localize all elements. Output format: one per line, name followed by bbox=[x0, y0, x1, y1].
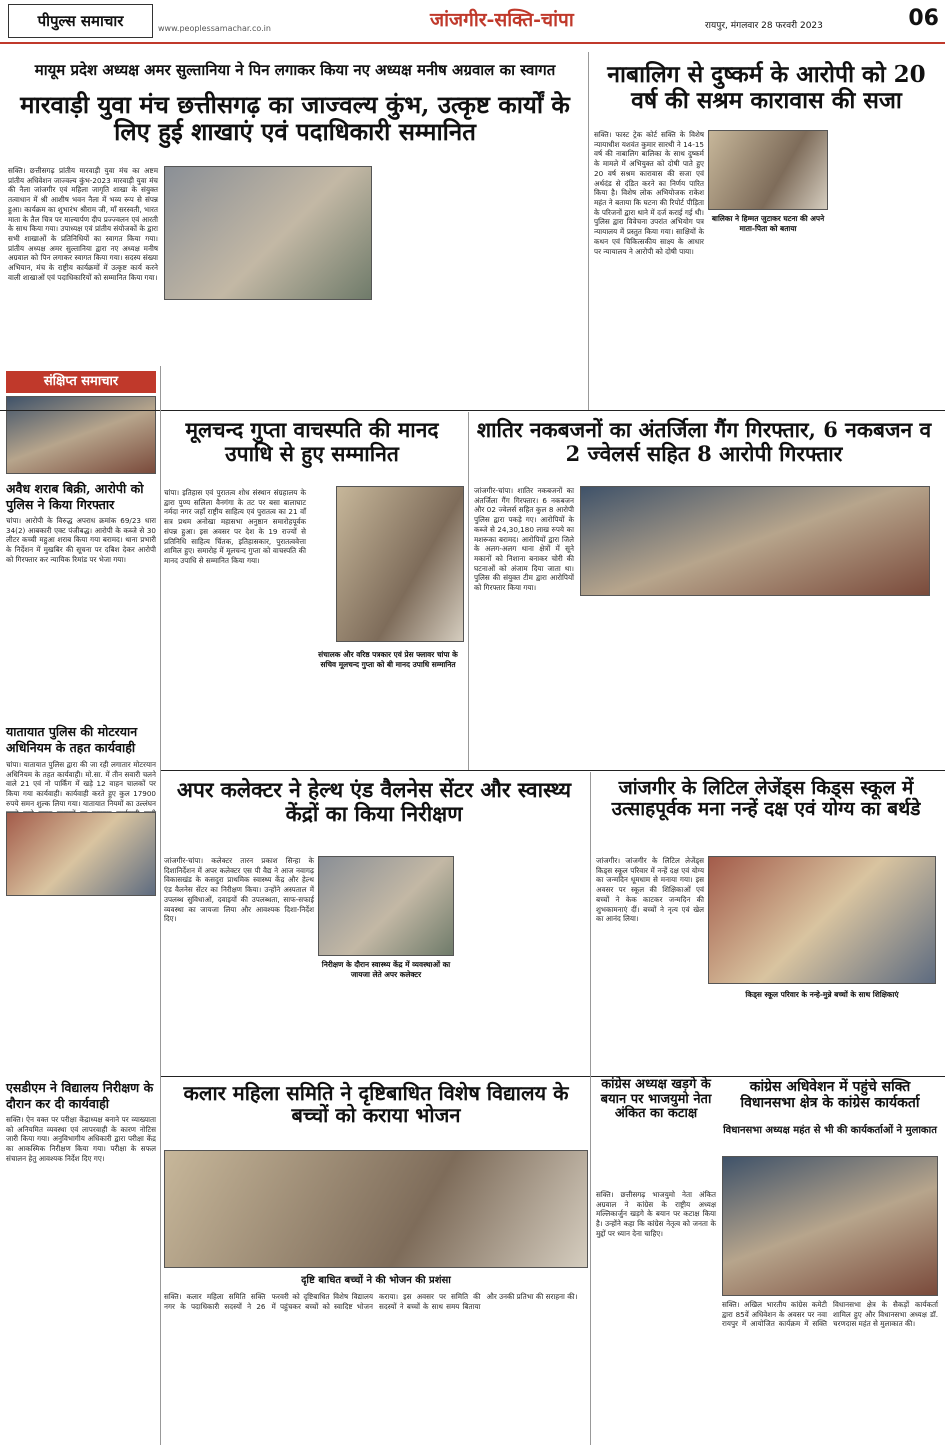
brief2-body-continued bbox=[6, 900, 156, 1072]
story7-headline: कलार महिला समिति ने दृष्टिबाधित विशेष विद्यालय के बच्चों को कराया भोजन bbox=[183, 1081, 569, 1128]
story6-headline: जांजगीर के लिटिल लेजेंड्स किड्स स्कूल में उत्साहपूर्वक मना नन्हें दक्ष एवं योग्य का बर्थडे bbox=[611, 777, 921, 821]
story5-caption: निरीक्षण के दौरान स्वास्थ्य केंद्र में व्यवस्थाओं का जायजा लेते अपर कलेक्टर bbox=[321, 960, 451, 979]
story1-body-continued bbox=[376, 166, 582, 362]
story5-body: जांजगीर-चांपा। कलेक्टर तारन प्रकाश सिन्हा के दिशानिर्देशन में अपर कलेक्टर एस पी वैद्य ने आज नवागढ़ विकासखंड के कसदुरा प्राथमिक स्वास्थ्य केंद्र और हेल्थ एंड वैलनेस सेंटर का निरीक्षण किया। उन्होंने अस्पताल में उपलब्ध सुविधाओं, दवाइयों की उपलब्धता, साफ-सफाई व्यवस्था का जायजा लिया और आवश्यक दिशा-निर्देश दिए। bbox=[164, 856, 314, 924]
story1-headline: मारवाड़ी युवा मंच छत्तीसगढ़ का जाज्वल्य कुंभ, उत्कृष्ट कार्यों के लिए हुई शाखाएं एवं पदाधिकारी सम्मानित bbox=[20, 90, 570, 146]
column-divider bbox=[588, 52, 589, 410]
brief1-body: चांपा। आरोपी के विरुद्ध अपराध क्रमांक 69/23 धारा 34(2) आबकारी एक्ट पंजीबद्ध। आरोपी के कब्जे से 30 लीटर कच्ची महुआ शराब किया गया बरामद। थाना प्रभारी के निर्देशन में मुखबिर की सूचना पर दबिश देकर आरोपी को गिरफ्तार कर न्यायिक रिमांड पर भेजा गया। bbox=[6, 516, 156, 564]
masthead bbox=[0, 0, 945, 44]
story4-headline: शातिर नकबजनों का अंतर्जिला गैंग गिरफ्तार, 6 नकबजन व 2 ज्वेलर्स सहित 8 आरोपी गिरफ्तार bbox=[476, 417, 932, 466]
story6-photo bbox=[708, 856, 936, 984]
brief3-headline: एसडीएम ने विद्यालय निरीक्षण के दौरान कर दी कार्यवाही bbox=[6, 1080, 154, 1111]
story7-body: सक्ति। कलार महिला समिति सक्ति नगर के पदाधिकारी सदस्यों ने 26 फरवरी को दृष्टिबाधित विशेष विद्यालय में पहुंचकर बच्चों को स्वादिष्ट भोजन कराया। इस अवसर पर समिति की सदस्यों ने बच्चों के साथ समय बिताया और उनकी प्रतिभा की सराहना की। bbox=[164, 1292, 578, 1311]
story9-body: सक्ति। अखिल भारतीय कांग्रेस कमेटी द्वारा 85वें अधिवेशन के अवसर पर नवा रायपुर में आयोजित कार्यक्रम में सक्ति विधानसभा क्षेत्र के सैकड़ों कार्यकर्ता शामिल हुए और विधानसभा अध्यक्ष डॉ. चरणदास महंत से मुलाकात की। bbox=[722, 1300, 938, 1329]
column-divider bbox=[160, 366, 161, 1445]
story8-body: सक्ति। छत्तीसगढ़ भाजयुमो नेता अंकित अग्रवाल ने कांग्रेस के राष्ट्रीय अध्यक्ष मल्लिकार्जुन खड़गे के बयान पर कटाक्ष किया है। उन्होंने कहा कि कांग्रेस नेतृत्व को जनता के मुद्दों पर ध्यान देना चाहिए। bbox=[596, 1190, 716, 1238]
story9-photo bbox=[722, 1156, 938, 1296]
dateline: रायपुर, मंगलवार 28 फरवरी 2023 bbox=[705, 21, 823, 31]
section-divider bbox=[160, 770, 945, 771]
story1-kicker: मायूम प्रदेश अध्यक्ष अमर सुल्तानिया ने पिन लगाकर किया नए अध्यक्ष मनीष अग्रवाल का स्वागत bbox=[34, 61, 556, 79]
story2-headline: नाबालिग से दुष्कर्म के आरोपी को 20 वर्ष की सश्रम कारावास की सजा bbox=[607, 61, 926, 114]
newspaper-logo: पीपुल्स समाचार bbox=[8, 4, 153, 38]
website-url: www.peoplessamachar.co.in bbox=[158, 24, 271, 33]
story5-photo bbox=[318, 856, 454, 956]
story3-caption: संचालक और वरिष्ठ पत्रकार एवं प्रेस फ्लावर चांपा के सचिव मूलचन्द गुप्ता को बी मानद उपाधि सम्मानित bbox=[318, 650, 458, 669]
story2-caption: बालिका ने हिम्मत जुटाकर घटना की अपने माता-पिता को बताया bbox=[711, 214, 825, 233]
brief1-headline: अवैध शराब बिक्री, आरोपी को पुलिस ने किया गिरफ्तार bbox=[6, 481, 144, 512]
column-divider bbox=[590, 772, 591, 1445]
story1-photo bbox=[164, 166, 372, 300]
brief2-body: चांपा। यातायात पुलिस द्वारा की जा रही लगातार मोटरयान अधिनियम के तहत कार्यवाही। मो.सा. में तीन सवारी चलने वाले 21 एवं नो पार्किंग में खड़े 12 वाहन चालकों पर किया गया कार्यवाही। कार्यवाही करते हुए कुल 17900 रुपये समन शुल्क लिया गया। यातायात नियमों का उल्लंघन bbox=[6, 760, 156, 808]
section-divider bbox=[160, 1076, 945, 1077]
brief3-body: सक्ति। ऐन वक्त पर परीक्षा केंद्राध्यक्ष बनाने पर व्याख्याता को अनियमित व्यवस्था एवं लापरवाही के कारण नोटिस जारी किया गया। अनुविभागीय अधिकारी द्वारा परीक्षा केंद्र का आकस्मिक निरीक्षण किया गया। परीक्षा के सफल संचालन हेतु आवश्यक निर्देश दिए गए। bbox=[6, 1115, 156, 1163]
story6-body: जांजगीर। जांजगीर के लिटिल लेजेंड्स किड्स स्कूल परिवार में नन्हें दक्ष एवं योग्य का जन्मदिन धूमधाम से मनाया गया। इस अवसर पर स्कूल की शिक्षिकाओं एवं बच्चों ने केक काटकर जन्मदिन की शुभकामनाएं दीं। बच्चों ने नृत्य एवं खेल का आनंद लिया। bbox=[596, 856, 704, 924]
brief1-photo bbox=[6, 396, 156, 474]
story8-headline: कांग्रेस अध्यक्ष खड़गे के बयान पर भाजयुमो नेता अंकित का कटाक्ष bbox=[600, 1077, 712, 1122]
edition-title: जांजगीर-सक्ति-चांपा bbox=[430, 9, 574, 31]
story5-body-continued bbox=[458, 856, 584, 1076]
column-divider bbox=[468, 412, 469, 770]
story3-photo bbox=[336, 486, 464, 642]
story5-headline: अपर कलेक्टर ने हेल्थ एंड वैलनेस सेंटर और स्वास्थ्य केंद्रों का किया निरीक्षण bbox=[176, 777, 572, 826]
story4-photo bbox=[580, 486, 930, 596]
story2-photo bbox=[708, 130, 828, 210]
story7-caption: दृष्टि बाधित बच्चों ने की भोजन की प्रशंसा bbox=[301, 1275, 451, 1286]
story7-photo bbox=[164, 1150, 588, 1268]
brief2-photo bbox=[6, 812, 156, 896]
story6-caption: किड्स स्कूल परिवार के नन्हे-मुन्ने बच्चों के साथ शिक्षिकाएं bbox=[745, 990, 899, 999]
story9-headline: कांग्रेस अधिवेशन में पहुंचे सक्ति विधानसभा क्षेत्र के कांग्रेस कार्यकर्ता bbox=[740, 1079, 920, 1111]
brief2-headline: यातायात पुलिस की मोटरयान अधिनियम के तहत कार्यवाही bbox=[6, 724, 138, 755]
story1-body: सक्ति। छत्तीसगढ़ प्रांतीय मारवाड़ी युवा मंच का अष्टम प्रांतीय अधिवेशन जाज्वल्य कुंभ-2023 मारवाड़ी युवा मंच की नैला जांजगीर एवं महिला जागृति शाखा के संयुक्त तत्वाधान में श्री आशीष भवन नैला में भव्य रूप से संपन्न हुआ। कार्यक्रम का शुभारंभ श्रीराम जी, माँ सरस्वती, भारत माता के तैल चित्र पर माल्यार्पण दीप प्रज्ज्वलन एवं आरती के साथ किया गया। उपाध्यक्ष एवं प्रांतीय संयोजकों के द्वारा सभी शाखाओं के प्रतिनिधियों का स्वागत किया गया। प्रांतीय अध्यक्ष अमर सुल्तानिया द्वारा नए अध्यक्ष मनीष अग्रवाल को पिन लगाकर स्वागत किया गया। सदस्य संख्या अभियान, मंच के राष्ट्रीय कार्यक्रमों में उत्कृष्ट कार्य करने वाली शाखाओं एवं पदाधिकारियों को सम्मानित किया गया। bbox=[8, 166, 158, 282]
story4-body: जांजगीर-चांपा। शातिर नकबजनों का अंतर्जिला गैंग गिरफ्तार। 6 नकबजन और 02 ज्वेलर्स सहित कुल 8 आरोपी पुलिस द्वारा पकड़े गए। आरोपियों के कब्जे से 24,30,180 लाख रुपये का मशरूका बरामद। आरोपियों द्वारा जिले के अलग-अलग थाना क्षेत्रों में सूने मकानों को निशाना बनाकर चोरी की घटनाओं को अंजाम दिया जाता था। पुलिस की संयुक्त टीम द्वारा आरोपियों को गिरफ्तार किया गया। bbox=[474, 486, 574, 593]
page-number: 06 bbox=[908, 6, 939, 31]
section-divider bbox=[0, 410, 945, 411]
briefs-title: संक्षिप्त समाचार bbox=[6, 371, 156, 393]
story2-body: सक्ति। फास्ट ट्रेक कोर्ट सक्ति के विशेष न्यायाधीश यशवंत कुमार सारथी ने 14-15 वर्ष की नाबालिग बालिका के साथ दुष्कर्म के मामले में अभियुक्त को दोषी पाते हुए 20 वर्ष सश्रम कारावास की सजा एवं अर्थदंड से दंडित करने का निर्णय पारित किया है। विशेष लोक अभियोजक राकेश महंत ने बताया कि घटना की रिपोर्ट पीड़िता के परिजनों द्वारा थाने में दर्ज कराई गई थी। पुलिस द्वारा विवेचना उपरांत अभियोग पत्र न्यायालय में प्रस्तुत किया गया। साक्षियों के कथन एवं चिकित्सकीय साक्ष्य के आधार पर न्यायालय ने आरोपी को दोषी पाया। bbox=[594, 130, 704, 256]
story3-body: चांपा। इतिहास एवं पुरातत्व शोध संस्थान संग्रहालय के द्वारा पुण्य सलिला वैनगंगा के तट पर बसा बालाघाट नर्मदा नगर जहाँ राष्ट्रीय साहित्य एवं पुरातत्व का 21 वाँ सत्र प्रथम अनोखा महासभा अनुष्ठान समारोहपूर्वक संपन्न हुआ। इस अवसर पर देश के 19 राज्यों से प्रतिनिधि साहित्य चिंतक, इतिहासकार, पुरातत्ववेत्ता शामिल हुए। समारोह में मूलचन्द गुप्ता को वाचस्पति की मानद उपाधि से सम्मानित किया गया। bbox=[164, 488, 306, 566]
story3-headline: मूलचन्द गुप्ता वाचस्पति की मानद उपाधि से हुए सम्मानित bbox=[185, 417, 439, 466]
story4-body-continued bbox=[580, 600, 930, 754]
story9-subheadline: विधानसभा अध्यक्ष महंत से भी की कार्यकर्ताओं ने मुलाकात bbox=[723, 1125, 937, 1136]
